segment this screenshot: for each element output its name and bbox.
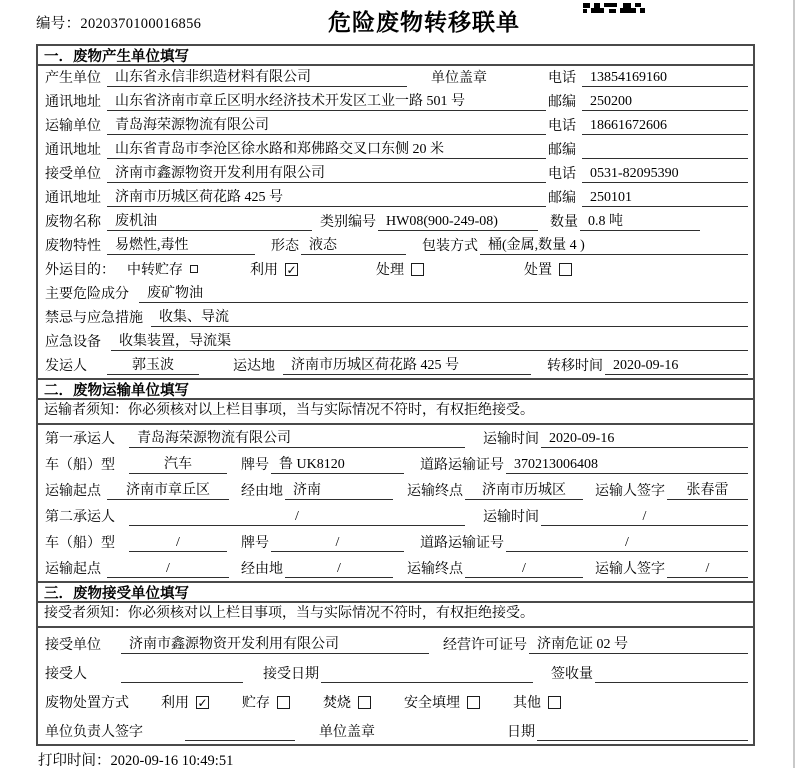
print-time — [38, 749, 233, 770]
receipt-qty-value — [595, 667, 748, 683]
producer-address-value: 山东省济南市章丘区明水经济技术开发区工业一路 501 号 — [107, 90, 546, 111]
row-waste-name — [38, 210, 753, 234]
row-taboo — [38, 306, 753, 330]
taboo-value: 收集、导流 — [151, 306, 748, 327]
qr-code-icon — [583, 0, 651, 18]
head-sign-label: 单位负责人签字 — [45, 725, 143, 740]
qty-label: 数量 — [550, 215, 578, 230]
row-route2 — [38, 555, 753, 581]
carrier1-value: 青岛海荣源物流有限公司 — [129, 427, 465, 448]
qty-value: 0.8 吨 — [580, 210, 700, 231]
plate2-value: / — [271, 535, 404, 552]
checkbox-option-dispose[interactable] — [524, 259, 572, 279]
phone-label: 电话 — [548, 119, 576, 134]
shipper-label: 发运人 — [45, 359, 87, 374]
checkbox-label-storage: 贮存 — [242, 696, 270, 711]
accept-date-label: 接受日期 — [263, 667, 319, 682]
phone-label: 电话 — [548, 71, 576, 86]
section1-header: 一．废物产生单位填写 — [38, 46, 753, 66]
row-transporter-left — [43, 114, 546, 135]
checkbox-option-treat[interactable] — [376, 259, 424, 279]
receiver-address-value: 济南市历城区荷花路 425 号 — [107, 186, 546, 207]
checkbox-option-transfer-storage[interactable] — [127, 259, 198, 279]
unit-seal-label: 单位盖章 — [431, 71, 487, 86]
row-route1 — [38, 477, 753, 503]
producer-value: 山东省永信非织造材料有限公司 — [107, 66, 407, 87]
sign2-label: 运输人签字 — [595, 562, 665, 577]
checkbox-option-recycle[interactable] — [161, 692, 209, 712]
row-waste-traits — [38, 234, 753, 258]
transport-time2-value: / — [541, 509, 748, 526]
receiver-zip-value: 250101 — [582, 190, 748, 207]
receiving-unit-label: 接受单位 — [45, 638, 101, 653]
via1-label: 经由地 — [241, 484, 283, 499]
packing-value: 桶(金属,数量 4 ) — [480, 234, 748, 255]
row-receiving-unit — [38, 628, 753, 657]
section-receiver — [38, 581, 753, 744]
transfer-time-value: 2020-09-16 — [605, 358, 748, 375]
page-edge-line — [793, 0, 795, 768]
date-value — [537, 725, 748, 741]
row-addr3-left — [43, 186, 546, 207]
via2-label: 经由地 — [241, 562, 283, 577]
receiving-unit-value: 济南市鑫源物资开发利用有限公司 — [121, 633, 429, 654]
row-acceptor — [38, 657, 753, 686]
road-license1-value: 370213006408 — [506, 457, 748, 474]
row-equipment — [38, 330, 753, 354]
carrier1-label: 第一承运人 — [45, 432, 115, 447]
checkbox-option-recycle[interactable] — [250, 259, 298, 279]
trait-label: 废物特性 — [45, 239, 101, 254]
row-purpose — [38, 258, 753, 282]
origin1-value: 济南市章丘区 — [107, 479, 229, 500]
zip-label: 邮编 — [548, 191, 576, 206]
carrier2-label: 第二承运人 — [45, 510, 115, 525]
row-addr2-left — [43, 138, 546, 159]
checkbox-checked-icon[interactable]: ✓ — [197, 695, 208, 710]
checkbox-label-transfer-storage: 中转贮存 — [127, 263, 183, 278]
destination-value: 济南市历城区荷花路 425 号 — [283, 354, 531, 375]
serial-number — [36, 12, 201, 33]
packing-label: 包装方式 — [422, 239, 478, 254]
row-vehicle1 — [38, 451, 753, 477]
row-transporter-address — [38, 138, 753, 162]
serial-label: 编号： — [36, 16, 81, 32]
vehicle2-label: 车（船）型 — [45, 536, 115, 551]
checkbox-label-recycle: 利用 — [250, 263, 278, 278]
category-label: 类别编号 — [320, 215, 376, 230]
vehicle2-value: / — [129, 535, 227, 552]
transporter-address-value: 山东省青岛市李沧区徐水路和郑佛路交叉口东侧 20 米 — [107, 138, 546, 159]
section2-header: 二．废物运输单位填写 — [38, 380, 753, 400]
producer-label: 产生单位 — [45, 71, 101, 86]
waste-name-label: 废物名称 — [45, 215, 101, 230]
zip-label: 邮编 — [548, 95, 576, 110]
row-producer-right — [546, 67, 748, 87]
address-label: 通讯地址 — [45, 95, 101, 110]
transporter-label: 运输单位 — [45, 119, 101, 134]
hazard-label: 主要危险成分 — [45, 287, 129, 302]
zip-label: 邮编 — [548, 143, 576, 158]
shipper-value: 郭玉波 — [107, 354, 199, 375]
via2-value: / — [285, 561, 393, 578]
plate2-label: 牌号 — [241, 536, 269, 551]
row-receiver-right — [546, 163, 748, 183]
hazard-value: 废矿物油 — [139, 282, 748, 303]
accept-date-value — [321, 667, 533, 683]
row-carrier2 — [38, 503, 753, 529]
sign1-label: 运输人签字 — [595, 484, 665, 499]
end2-value: / — [465, 561, 583, 578]
print-time-value: 2020-09-16 10:49:51 — [110, 753, 234, 769]
serial-value: 2020370100016856 — [80, 16, 202, 32]
taboo-label: 禁忌与应急措施 — [45, 311, 143, 326]
receiver-label: 接受单位 — [45, 167, 101, 182]
category-value: HW08(900-249-08) — [378, 214, 538, 231]
road-license2-value: / — [506, 535, 748, 552]
manifest-table — [36, 44, 755, 746]
row-addr3-right — [546, 187, 748, 207]
purpose-label: 外运目的： — [45, 263, 115, 278]
page-title: 危险废物转移联单 — [328, 9, 520, 35]
row-receiver-left — [43, 162, 546, 183]
sign1-value: 张春雷 — [667, 479, 748, 500]
form-value: 液态 — [301, 234, 406, 255]
end1-value: 济南市历城区 — [465, 479, 583, 500]
producer-zip-value: 250200 — [582, 94, 748, 111]
print-time-label: 打印时间： — [38, 753, 111, 769]
row-receiver-address — [38, 186, 753, 210]
row-transporter-right — [546, 115, 748, 135]
receiver-value: 济南市鑫源物资开发利用有限公司 — [107, 162, 546, 183]
form-label: 形态 — [271, 239, 299, 254]
transporter-value: 青岛海荣源物流有限公司 — [107, 114, 546, 135]
destination-label: 运达地 — [233, 359, 275, 374]
row-addr2-right — [546, 139, 748, 159]
origin1-label: 运输起点 — [45, 484, 101, 499]
transport-time-label: 运输时间 — [483, 510, 539, 525]
section-transporter — [38, 378, 753, 581]
row-receiver — [38, 162, 753, 186]
transporter-notice: 运输者须知：你必须核对以上栏目事项，当与实际情况不符时，有权拒绝接受。 — [38, 400, 753, 425]
unit-seal-label: 单位盖章 — [319, 725, 375, 740]
row-addr1-right — [546, 91, 748, 111]
row-addr1-left — [43, 90, 546, 111]
via1-value: 济南 — [285, 479, 393, 500]
section3-header: 三．废物接受单位填写 — [38, 583, 753, 603]
row-head-signature — [38, 715, 753, 744]
disposal-checkbox-group — [145, 692, 561, 712]
producer-phone-value: 13854169160 — [582, 70, 748, 87]
checkbox-label-landfill: 安全填埋 — [404, 696, 460, 711]
end1-label: 运输终点 — [407, 484, 463, 499]
vehicle1-value: 汽车 — [129, 453, 227, 474]
vehicle1-label: 车（船）型 — [45, 458, 115, 473]
receiver-phone-value: 0531-82095390 — [582, 166, 748, 183]
head-sign-value — [185, 725, 295, 741]
row-producer-address — [38, 90, 753, 114]
checkbox-label-incinerate: 焚烧 — [323, 696, 351, 711]
acceptor-label: 接受人 — [45, 667, 87, 682]
plate1-value: 鲁 UK8120 — [271, 453, 404, 474]
checkbox-empty-icon[interactable] — [559, 263, 572, 276]
section-producer — [38, 46, 753, 378]
end2-label: 运输终点 — [407, 562, 463, 577]
row-vehicle2 — [38, 529, 753, 555]
row-disposal-method — [38, 686, 753, 715]
checkbox-checked-icon[interactable]: ✓ — [286, 262, 297, 277]
date-label: 日期 — [507, 725, 535, 740]
sign2-value: / — [667, 561, 748, 578]
equipment-value: 收集装置，导流渠 — [111, 330, 748, 351]
license-label: 经营许可证号 — [443, 638, 527, 653]
receipt-qty-label: 签收量 — [551, 667, 593, 682]
trait-value: 易燃性,毒性 — [107, 234, 255, 255]
checkbox-empty-icon[interactable] — [358, 696, 371, 709]
row-producer — [38, 66, 753, 90]
receiver-notice: 接受者须知：你必须核对以上栏目事项，当与实际情况不符时，有权拒绝接受。 — [38, 603, 753, 628]
row-producer-left — [43, 66, 546, 87]
license-value: 济南危证 02 号 — [529, 633, 748, 654]
checkbox-label-recycle: 利用 — [161, 696, 189, 711]
road-license2-label: 道路运输证号 — [420, 536, 504, 551]
checkbox-option-other[interactable] — [513, 692, 561, 712]
checkbox-empty-icon[interactable] — [411, 263, 424, 276]
disposal-method-label: 废物处置方式 — [45, 696, 129, 711]
transporter-phone-value: 18661672606 — [582, 118, 748, 135]
checkbox-empty-icon[interactable] — [277, 696, 290, 709]
checkbox-empty-icon[interactable] — [467, 696, 480, 709]
carrier2-value: / — [129, 509, 465, 526]
row-carrier1 — [38, 425, 753, 451]
equipment-label: 应急设备 — [45, 335, 101, 350]
transport-time-label: 运输时间 — [483, 432, 539, 447]
road-license1-label: 道路运输证号 — [420, 458, 504, 473]
checkbox-option-storage[interactable] — [242, 692, 290, 712]
acceptor-value — [121, 667, 243, 683]
checkbox-option-incinerate[interactable] — [323, 692, 371, 712]
checkbox-empty-icon[interactable] — [190, 265, 198, 273]
transport-time1-value: 2020-09-16 — [541, 431, 748, 448]
transporter-zip-value — [582, 143, 748, 159]
plate1-label: 牌号 — [241, 458, 269, 473]
row-transporter — [38, 114, 753, 138]
phone-label: 电话 — [548, 167, 576, 182]
transfer-time-label: 转移时间 — [547, 359, 603, 374]
origin2-label: 运输起点 — [45, 562, 101, 577]
checkbox-option-landfill[interactable] — [404, 692, 480, 712]
checkbox-label-treat: 处理 — [376, 263, 404, 278]
row-shipper — [38, 354, 753, 378]
purpose-checkbox-group — [117, 259, 572, 279]
checkbox-empty-icon[interactable] — [548, 696, 561, 709]
row-hazard — [38, 282, 753, 306]
waste-name-value: 废机油 — [107, 210, 312, 231]
checkbox-label-other: 其他 — [513, 696, 541, 711]
address-label: 通讯地址 — [45, 191, 101, 206]
address-label: 通讯地址 — [45, 143, 101, 158]
origin2-value: / — [107, 561, 229, 578]
checkbox-label-dispose: 处置 — [524, 263, 552, 278]
